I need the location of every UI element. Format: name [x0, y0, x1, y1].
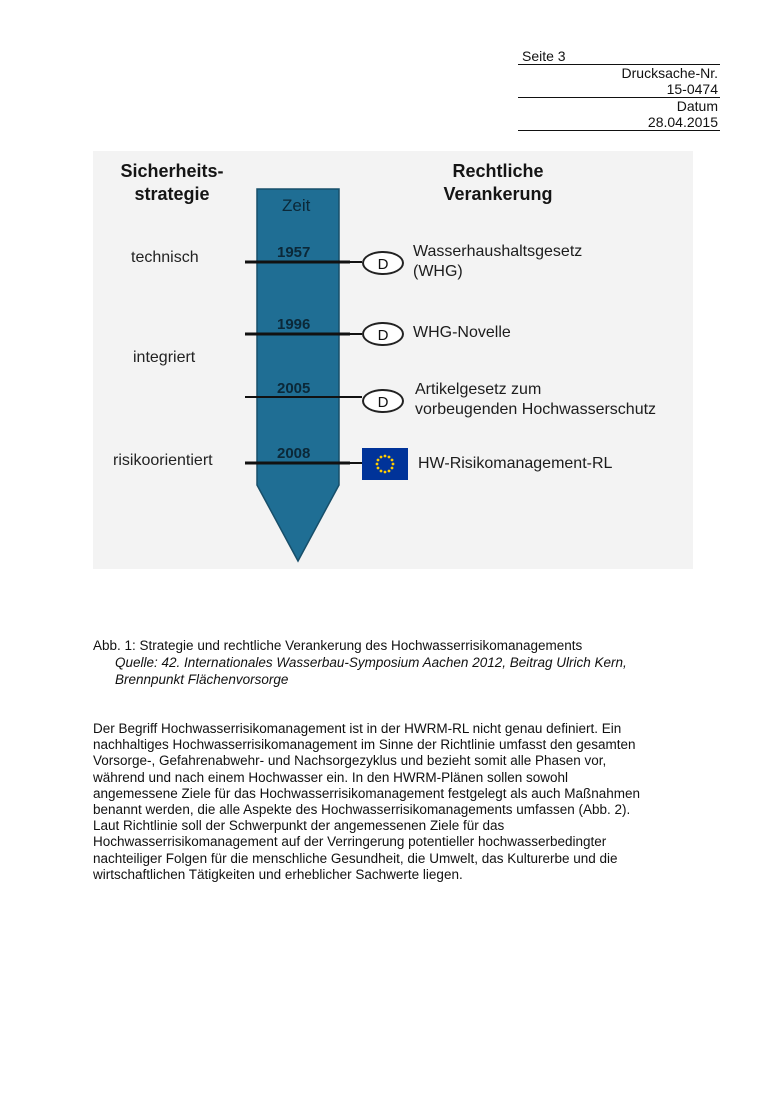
body-line: Hochwasserrisikomanagement auf der Verringerung potentieller hochwasserbedingter: [93, 834, 607, 850]
body-line: benannt werden, die alle Aspekte des Hochwasserrisikomanagements umfassen (Abb. 2).: [93, 802, 631, 818]
body-line: Vorsorge-, Gefahrenabwehr- und Nachsorgezyklus und bezieht somit alle Phasen vor,: [93, 753, 607, 769]
caption-source-line-2: Brennpunkt Flächenvorsorge: [115, 672, 289, 687]
left-heading-line-1: Sicherheits-: [120, 161, 224, 181]
right-heading-line-2: Verankerung: [443, 184, 553, 204]
right-heading-line-1: Rechtliche: [452, 161, 544, 181]
drucksache-number: 15-0474: [518, 81, 720, 98]
left-heading: [113, 160, 231, 206]
year-2005: 2005: [277, 380, 311, 397]
strategy-risikoorientiert: risikoorientiert: [113, 452, 213, 469]
law-1957-line-2: (WHG): [413, 263, 463, 280]
document-header: [518, 48, 720, 131]
body-line: angemessene Ziele für das Hochwasserrisikomanagement festgelegt als auch Maßnahmen: [93, 785, 641, 801]
caption-title: Abb. 1: Strategie und rechtliche Verankerung des Hochwasserrisikomanagements: [93, 638, 583, 653]
eu-stars-icon: [362, 448, 408, 480]
zeit-label: Zeit: [282, 196, 311, 215]
year-1996: 1996: [277, 316, 311, 333]
year-1957: 1957: [277, 244, 311, 261]
page-number: Seite 3: [518, 48, 720, 65]
law-2008: HW-Risikomanagement-RL: [418, 455, 613, 472]
year-2008: 2008: [277, 445, 311, 462]
law-2005-line-1: Artikelgesetz zum: [415, 381, 542, 398]
datum-value: 28.04.2015: [518, 114, 720, 131]
germany-badge-1996: D: [362, 322, 404, 346]
body-line: Laut Richtlinie soll der Schwerpunkt der angemessenen Ziele für das: [93, 818, 505, 834]
strategy-technisch: technisch: [131, 249, 199, 266]
body-line: während und nach einem Hochwasser ein. In den HWRM-Plänen sollen sowohl: [93, 769, 568, 785]
germany-badge-1957: D: [362, 251, 404, 275]
body-line: wirtschaftlichen Tätigkeiten und erheblicher Sachwerte liegen.: [93, 866, 463, 882]
body-line: nachteiliger Folgen für die menschliche Gesundheit, die Umwelt, das Kulturerbe und die: [93, 850, 618, 866]
law-1957-line-1: Wasserhaushaltsgesetz: [413, 243, 583, 260]
law-2005-line-2: vorbeugenden Hochwasserschutz: [415, 401, 657, 418]
body-line: Der Begriff Hochwasserrisikomanagement ist in der HWRM-RL nicht genau definiert. Ein: [93, 721, 622, 736]
strategy-figure: [93, 151, 693, 569]
datum-label: Datum: [676, 98, 718, 114]
caption-source-line-1: Quelle: 42. Internationales Wasserbau-Symposium Aachen 2012, Beitrag Ulrich Kern,: [115, 655, 627, 670]
body-line: nachhaltiges Hochwasserrisikomanagement im Sinne der Richtlinie umfasst den gesamten: [93, 737, 636, 753]
germany-badge-2005: D: [362, 389, 404, 413]
law-1957: [413, 242, 582, 282]
law-2005: [415, 380, 656, 420]
eu-flag-icon: [362, 448, 408, 480]
law-1996: WHG-Novelle: [413, 324, 511, 341]
right-heading: [433, 160, 563, 206]
body-paragraph: [93, 721, 693, 883]
figure-caption: [93, 637, 627, 688]
strategy-integriert: integriert: [133, 349, 196, 366]
drucksache-label: Drucksache-Nr.: [621, 65, 718, 81]
left-heading-line-2: strategie: [134, 184, 210, 204]
